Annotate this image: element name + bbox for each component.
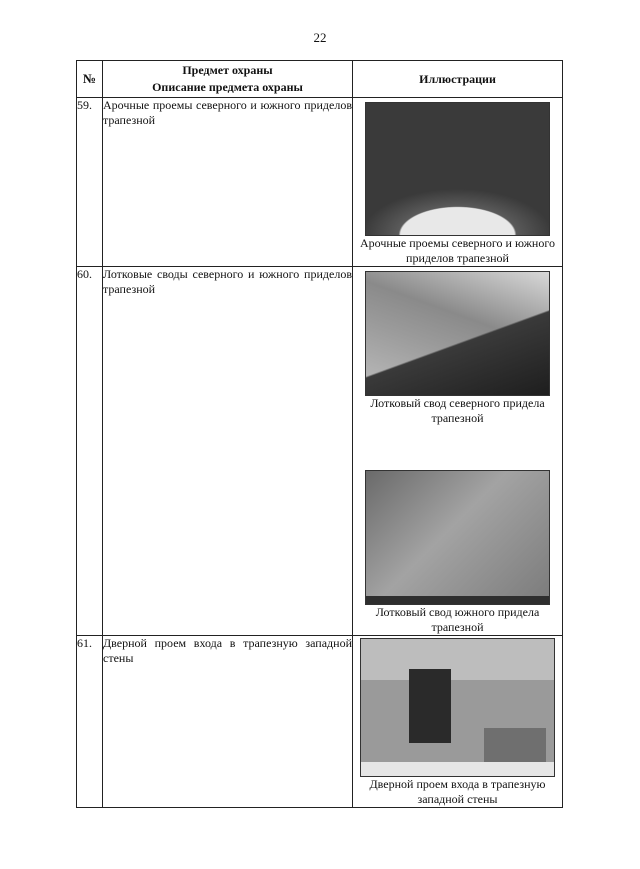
header-description — [103, 61, 353, 98]
photo-floor-shape — [361, 762, 554, 776]
heritage-table — [76, 60, 563, 808]
photo-caption: Лотковый свод северного придела трапезной — [370, 396, 545, 425]
photo-caption: Арочные проемы северного и южного приделов трапезной — [360, 236, 555, 265]
photo-doorway — [360, 638, 555, 777]
page-number: 22 — [313, 30, 327, 45]
row-number: 61. — [77, 636, 103, 808]
row-description: Арочные проемы северного и южного приделов трапезной — [103, 98, 353, 267]
photo-arches — [365, 102, 550, 236]
row-illustrations — [353, 267, 563, 636]
row-illustrations — [353, 98, 563, 267]
table-row — [77, 636, 563, 808]
photo-caption: Дверной проем входа в трапезную западной стены — [369, 777, 546, 806]
table-header-row — [77, 61, 563, 98]
header-illustrations: Иллюстрации — [353, 61, 563, 98]
photo-caption: Лотковый свод южного придела трапезной — [375, 605, 540, 634]
row-number: 60. — [77, 267, 103, 636]
photo-north-vault — [365, 271, 550, 396]
table-row — [77, 267, 563, 636]
table-row — [77, 98, 563, 267]
header-number: № — [77, 61, 103, 98]
photo-counter-shape — [484, 728, 546, 764]
photo-south-vault — [365, 470, 550, 605]
photo-door-shape — [409, 669, 451, 743]
header-subject: Предмет охраны — [182, 63, 273, 77]
row-number: 59. — [77, 98, 103, 267]
row-description: Дверной проем входа в трапезную западной стены — [103, 636, 353, 808]
header-subject-description: Описание предмета охраны — [152, 80, 303, 94]
row-description: Лотковые своды северного и южного приделов трапезной — [103, 267, 353, 636]
row-illustrations — [353, 636, 563, 808]
